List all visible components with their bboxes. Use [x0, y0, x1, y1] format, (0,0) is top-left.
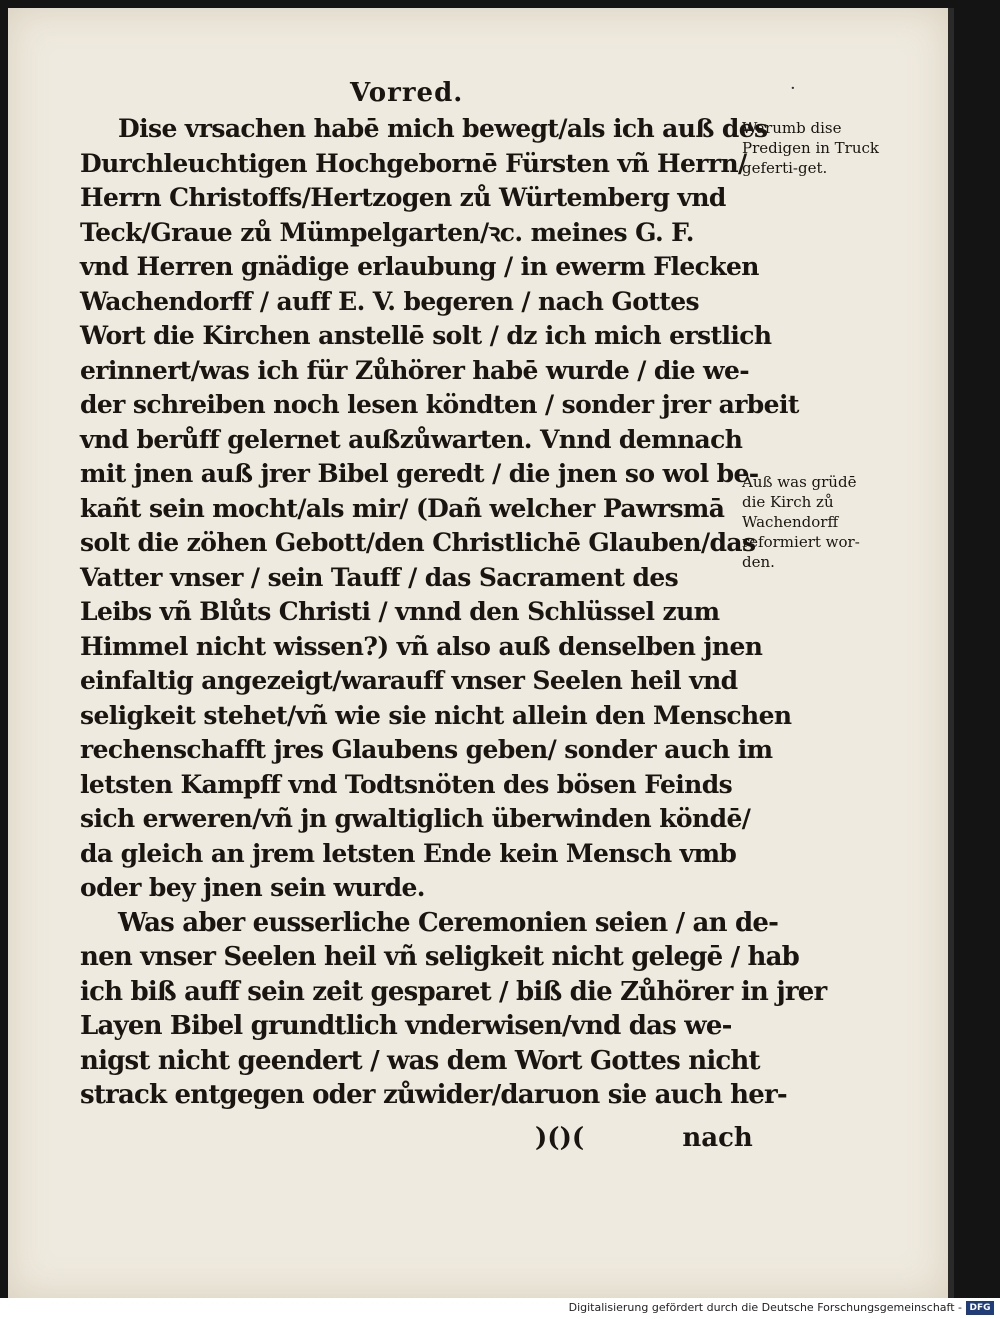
margin-note-2: Auß was grüdē die Kirch zů Wachendorff reformiert wor-den.	[742, 473, 860, 571]
text-line: ich biß auff sein zeit gesparet / biß die Zůhörer in jrer	[80, 976, 827, 1007]
text-line: letsten Kampff vnd Todtsnöten des bösen Feinds	[80, 769, 733, 799]
text-line: Wort die Kirchen anstellē solt / dz ich mich erstlich	[80, 321, 772, 350]
text-line: strack entgegen oder zůwider/daruon sie auch her-	[80, 1080, 787, 1110]
text-line: solt die zöhen Gebott/den Christlichē Glauben/das	[80, 528, 756, 557]
text-line: nigst nicht geendert / was dem Wort Gottes nicht	[80, 1045, 760, 1076]
text-line: einfaltig angezeigt/warauff vnser Seelen heil vnd	[80, 666, 738, 695]
text-line: seligkeit stehet/vñ wie sie nicht allein den Menschen	[80, 700, 792, 730]
dfg-logo: DFG	[966, 1301, 994, 1315]
text-line: Vatter vnser / sein Tauff / das Sacrament des	[80, 562, 679, 592]
text-line: sich erweren/vñ jn gwaltiglich überwinden köndē/	[80, 804, 751, 833]
running-header: Vorred.	[350, 78, 464, 108]
text-line: vnd Herren gnädige erlaubung / in ewerm Flecken	[80, 252, 759, 281]
text-line: Herrn Christoffs/Hertzogen zů Würtemberg vnd	[80, 183, 726, 212]
signature-mark: )()(	[535, 1123, 585, 1153]
text-line: Leibs vñ Blůts Christi / vnnd den Schlüssel zum	[80, 597, 720, 626]
text-line: rechenschafft jres Glaubens geben/ sonder auch im	[80, 735, 773, 764]
text-line: oder bey jnen sein wurde.	[80, 873, 425, 902]
text-line: Dise vrsachen habē mich bewegt/als ich auß des	[118, 114, 768, 143]
page-mark: ·	[790, 78, 796, 99]
text-line: Himmel nicht wissen?) vñ also auß denselben jnen	[80, 631, 763, 661]
text-line: der schreiben noch lesen köndten / sonder jrer arbeit	[80, 390, 799, 419]
text-line: da gleich an jrem letsten Ende kein Mensch vmb	[80, 838, 737, 868]
funding-credit: Digitalisierung gefördert durch die Deutsche Forschungsgemeinschaft -	[568, 1301, 962, 1314]
text-line: mit jnen auß jrer Bibel geredt / die jnen so wol be-	[80, 459, 759, 488]
text-line: Teck/Graue zů Mümpelgarten/ꝛc. meines G. F.	[80, 217, 694, 247]
text-line: Durchleuchtigen Hochgebornē Fürsten vñ Herrn/	[80, 148, 747, 178]
margin-note-1: Warumb dise Predigen in Truck geferti-get.	[742, 119, 879, 177]
text-line: vnd berůff gelernet außzůwarten. Vnnd demnach	[80, 424, 743, 454]
text-line: Was aber eusserliche Ceremonien seien / an de-	[118, 907, 779, 938]
text-line: nen vnser Seelen heil vñ seligkeit nicht gelegē / hab	[80, 942, 800, 972]
footer-bar	[0, 1298, 1000, 1319]
text-line: Wachendorff / auff E. V. begeren / nach Gottes	[80, 286, 699, 316]
text-line: Layen Bibel grundtlich vnderwisen/vnd das we-	[80, 1011, 732, 1041]
text-line: kañt sein mocht/als mir/ (Dañ welcher Pawrsmā	[80, 493, 725, 523]
page-edge	[948, 8, 954, 1298]
catchword-line	[535, 1123, 753, 1153]
text-line: erinnert/was ich für Zůhörer habē wurde / die we-	[80, 355, 750, 385]
catchword: nach	[682, 1123, 753, 1153]
